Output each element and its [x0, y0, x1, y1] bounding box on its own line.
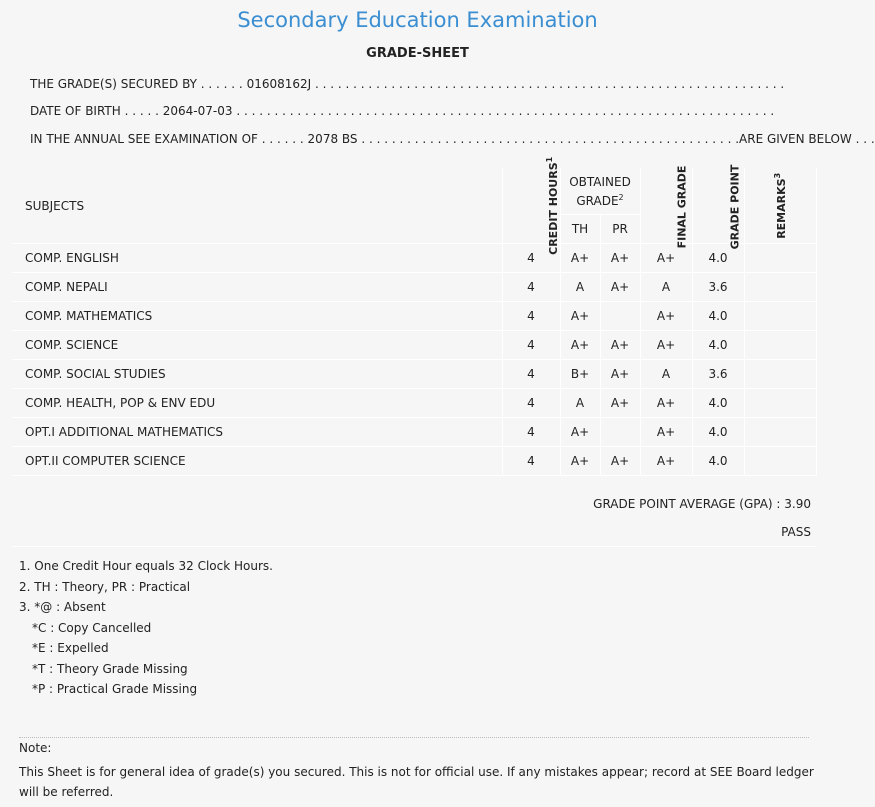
th-grade-cell: A — [560, 273, 600, 302]
symbol-number: 01608162J — [246, 77, 312, 91]
subject-cell: COMP. MATHEMATICS — [12, 302, 502, 331]
th-grade-cell: A+ — [560, 302, 600, 331]
table-row — [12, 447, 816, 476]
grade-point-cell: 4.0 — [692, 447, 744, 476]
subject-cell: COMP. NEPALI — [12, 273, 502, 302]
table-row — [12, 302, 816, 331]
table-row — [12, 331, 816, 360]
table-row — [12, 389, 816, 418]
section-divider — [12, 546, 816, 547]
credit-hours-cell: 4 — [502, 447, 560, 476]
legend-item: *T : Theory Grade Missing — [32, 661, 188, 676]
final-grade-cell: A+ — [640, 244, 692, 273]
final-grade-header: FINAL GRADE — [640, 168, 692, 244]
secured-by-dots: . . . . . . . . . . . . . . . . . . . . . . . . . . . . . . . . . . . . . . . . . . . . . . . . . . . . . . . . . . . . . . — [315, 77, 785, 91]
grades-table — [12, 156, 817, 476]
final-grade-cell: A+ — [640, 302, 692, 331]
legend-item: 2. TH : Theory, PR : Practical — [19, 579, 191, 594]
legend — [19, 556, 273, 700]
subject-cell: COMP. SOCIAL STUDIES — [12, 360, 502, 389]
table-row — [12, 360, 816, 389]
page-subtitle: GRADE-SHEET — [366, 46, 469, 61]
legend-item: *E : Expelled — [32, 641, 109, 655]
credit-hours-cell: 4 — [502, 418, 560, 447]
table-header-row — [12, 168, 816, 215]
grade-point-cell: 4.0 — [692, 389, 744, 418]
table-row — [12, 418, 816, 447]
dob-label: DATE OF BIRTH . . . . . — [30, 104, 159, 118]
secured-by-label: THE GRADE(S) SECURED BY . . . . . . — [30, 77, 243, 91]
pr-grade-cell: A+ — [600, 331, 640, 360]
pr-header: PR — [600, 215, 640, 244]
table-row — [12, 273, 816, 302]
credit-hours-header: CREDIT HOURS$^1$ — [502, 168, 560, 244]
legend-item: 1. One Credit Hour equals 32 Clock Hours. — [19, 559, 273, 573]
remarks-cell — [744, 244, 816, 273]
th-grade-cell: A+ — [560, 244, 600, 273]
grade-point-cell: 4.0 — [692, 331, 744, 360]
final-grade-cell: A+ — [640, 389, 692, 418]
credit-hours-cell: 4 — [502, 360, 560, 389]
pr-grade-cell — [600, 302, 640, 331]
final-grade-cell: A — [640, 273, 692, 302]
remarks-cell — [744, 273, 816, 302]
exam-label: IN THE ANNUAL SEE EXAMINATION OF . . . . . . — [30, 132, 304, 146]
dob-value: 2064-07-03 — [162, 104, 233, 118]
note-separator — [19, 737, 809, 738]
grade-point-cell: 4.0 — [692, 244, 744, 273]
credit-hours-cell: 4 — [502, 244, 560, 273]
final-grade-cell: A+ — [640, 331, 692, 360]
note-text: This Sheet is for general idea of grade(s) you secured. This is not for official use. If any mistakes appear; record at SEE Board ledger will be referred. — [19, 765, 814, 799]
subject-cell: COMP. ENGLISH — [12, 244, 502, 273]
pr-grade-cell — [600, 418, 640, 447]
grade-point-cell: 4.0 — [692, 418, 744, 447]
subject-cell: COMP. SCIENCE — [12, 331, 502, 360]
remarks-cell — [744, 418, 816, 447]
subject-cell: COMP. HEALTH, POP & ENV EDU — [12, 389, 502, 418]
pr-grade-cell: A+ — [600, 389, 640, 418]
remarks-cell — [744, 389, 816, 418]
legend-item: *C : Copy Cancelled — [32, 620, 152, 635]
legend-item: 3. *@ : Absent — [19, 600, 106, 614]
secured-by-line — [30, 77, 784, 91]
grade-point-cell: 4.0 — [692, 302, 744, 331]
remarks-cell — [744, 447, 816, 476]
th-grade-cell: A+ — [560, 418, 600, 447]
remarks-cell — [744, 331, 816, 360]
grade-point-cell: 3.6 — [692, 273, 744, 302]
th-header: TH — [560, 215, 600, 244]
remarks-cell — [744, 302, 816, 331]
exam-line — [30, 132, 875, 146]
exam-tail: ARE GIVEN BELOW . . . — [739, 132, 875, 146]
legend-item: *P : Practical Grade Missing — [32, 682, 198, 696]
gpa-summary: GRADE POINT AVERAGE (GPA) : 3.90 — [593, 497, 811, 511]
final-grade-cell: A+ — [640, 447, 692, 476]
grade-point-header: GRADE POINT — [692, 168, 744, 244]
th-grade-cell: B+ — [560, 360, 600, 389]
grade-point-cell: 3.6 — [692, 360, 744, 389]
obtained-grade-header: OBTAINED GRADE$^2$ — [560, 168, 640, 215]
credit-hours-cell: 4 — [502, 389, 560, 418]
pr-grade-cell: A+ — [600, 244, 640, 273]
exam-value: 2078 BS — [307, 132, 358, 146]
exam-dots: . . . . . . . . . . . . . . . . . . . . . . . . . . . . . . . . . . . . . . . . . . . . . . . . . . — [361, 132, 740, 146]
final-grade-cell: A+ — [640, 418, 692, 447]
subjects-header: SUBJECTS — [12, 168, 502, 244]
pr-grade-cell: A+ — [600, 273, 640, 302]
note-title: Note: — [19, 741, 52, 755]
th-grade-cell: A+ — [560, 331, 600, 360]
remarks-cell — [744, 360, 816, 389]
dob-line — [30, 104, 774, 118]
credit-hours-cell: 4 — [502, 273, 560, 302]
th-grade-cell: A+ — [560, 447, 600, 476]
final-grade-cell: A — [640, 360, 692, 389]
subject-cell: OPT.I ADDITIONAL MATHEMATICS — [12, 418, 502, 447]
dob-dots: . . . . . . . . . . . . . . . . . . . . . . . . . . . . . . . . . . . . . . . . . . . . . . . . . . . . . . . . . . . . . . . . . . . . . . . — [236, 104, 775, 118]
subject-cell: OPT.II COMPUTER SCIENCE — [12, 447, 502, 476]
credit-hours-cell: 4 — [502, 331, 560, 360]
remarks-header: REMARKS$^3$ — [744, 168, 816, 244]
th-grade-cell: A — [560, 389, 600, 418]
pr-grade-cell: A+ — [600, 360, 640, 389]
credit-hours-cell: 4 — [502, 302, 560, 331]
result-status: PASS — [781, 525, 811, 539]
page-title: Secondary Education Examination — [237, 8, 598, 32]
pr-grade-cell: A+ — [600, 447, 640, 476]
table-row — [12, 244, 816, 273]
